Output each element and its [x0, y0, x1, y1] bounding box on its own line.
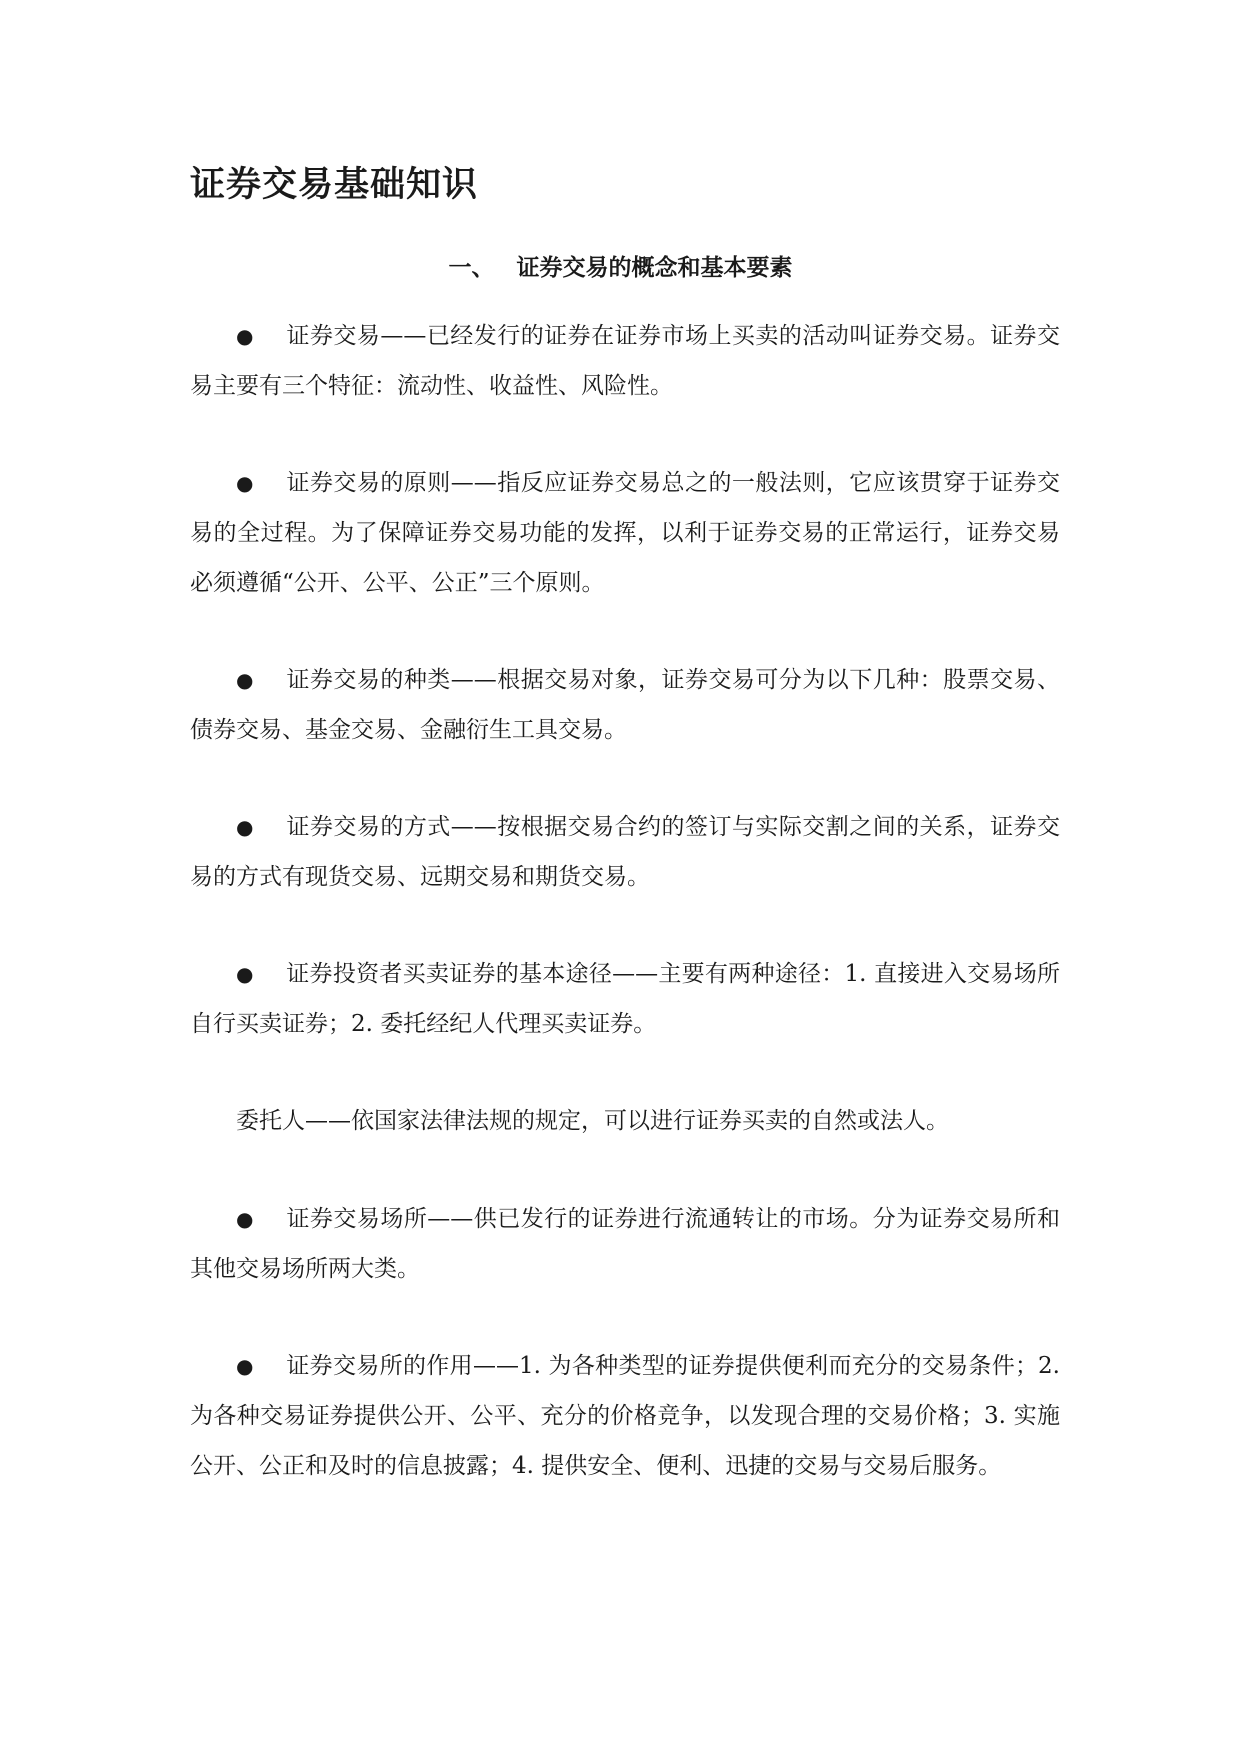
- paragraph-principal: 委托人——依国家法律法规的规定，可以进行证券买卖的自然或法人。: [236, 1108, 949, 1134]
- paragraph-trading-principles: [190, 458, 1060, 608]
- paragraph-text: 证券交易场所——供已发行的证券进行流通转让的市场。分为证券交易所和其他交易场所两大类。: [190, 1206, 1060, 1282]
- document-title: 证券交易基础知识: [190, 165, 479, 205]
- paragraph-trading-types: [190, 655, 1060, 755]
- paragraph-text: 证券交易的种类——根据交易对象，证券交易可分为以下几种：股票交易、债券交易、基金交易、金融衍生工具交易。: [190, 667, 1060, 743]
- bullet-icon: ●: [236, 962, 254, 986]
- bullet-icon: ●: [236, 1207, 254, 1231]
- section-heading: [0, 250, 1241, 286]
- paragraph-investor-channels: [190, 949, 1060, 1049]
- bullet-icon: ●: [236, 815, 254, 839]
- section-number: 一、: [448, 255, 495, 281]
- paragraph-securities-trading: [190, 311, 1060, 411]
- paragraph-text: 证券交易的方式——按根据交易合约的签订与实际交割之间的关系，证券交易的方式有现货交易、远期交易和期货交易。: [190, 814, 1060, 890]
- paragraph-trading-methods: [190, 802, 1060, 902]
- bullet-icon: ●: [236, 324, 254, 348]
- paragraph-text: 证券投资者买卖证券的基本途径——主要有两种途径：1. 直接进入交易场所自行买卖证券；2. 委托经纪人代理买卖证券。: [190, 961, 1060, 1037]
- section-heading-text: 证券交易的概念和基本要素: [516, 255, 793, 281]
- paragraph-text: 证券交易的原则——指反应证券交易总之的一般法则，它应该贯穿于证券交易的全过程。为了保障证券交易功能的发挥，以利于证券交易的正常运行，证券交易必须遵循“公开、公平、公正”三个原则。: [190, 470, 1060, 596]
- paragraph-text: 证券交易——已经发行的证券在证券市场上买卖的活动叫证券交易。证券交易主要有三个特征：流动性、收益性、风险性。: [190, 323, 1060, 399]
- bullet-icon: ●: [236, 668, 254, 692]
- paragraph-text: 证券交易所的作用——1. 为各种类型的证券提供便利而充分的交易条件；2. 为各种交易证券提供公开、公平、充分的价格竞争，以发现合理的交易价格；3. 实施公开、公正和及时的信息披露；4. 提供安全、便利、迅捷的交易与交易后服务。: [190, 1353, 1060, 1479]
- paragraph-exchange-functions: [190, 1341, 1060, 1491]
- paragraph-trading-venues: [190, 1194, 1060, 1294]
- bullet-icon: ●: [236, 1354, 254, 1378]
- bullet-icon: ●: [236, 471, 254, 495]
